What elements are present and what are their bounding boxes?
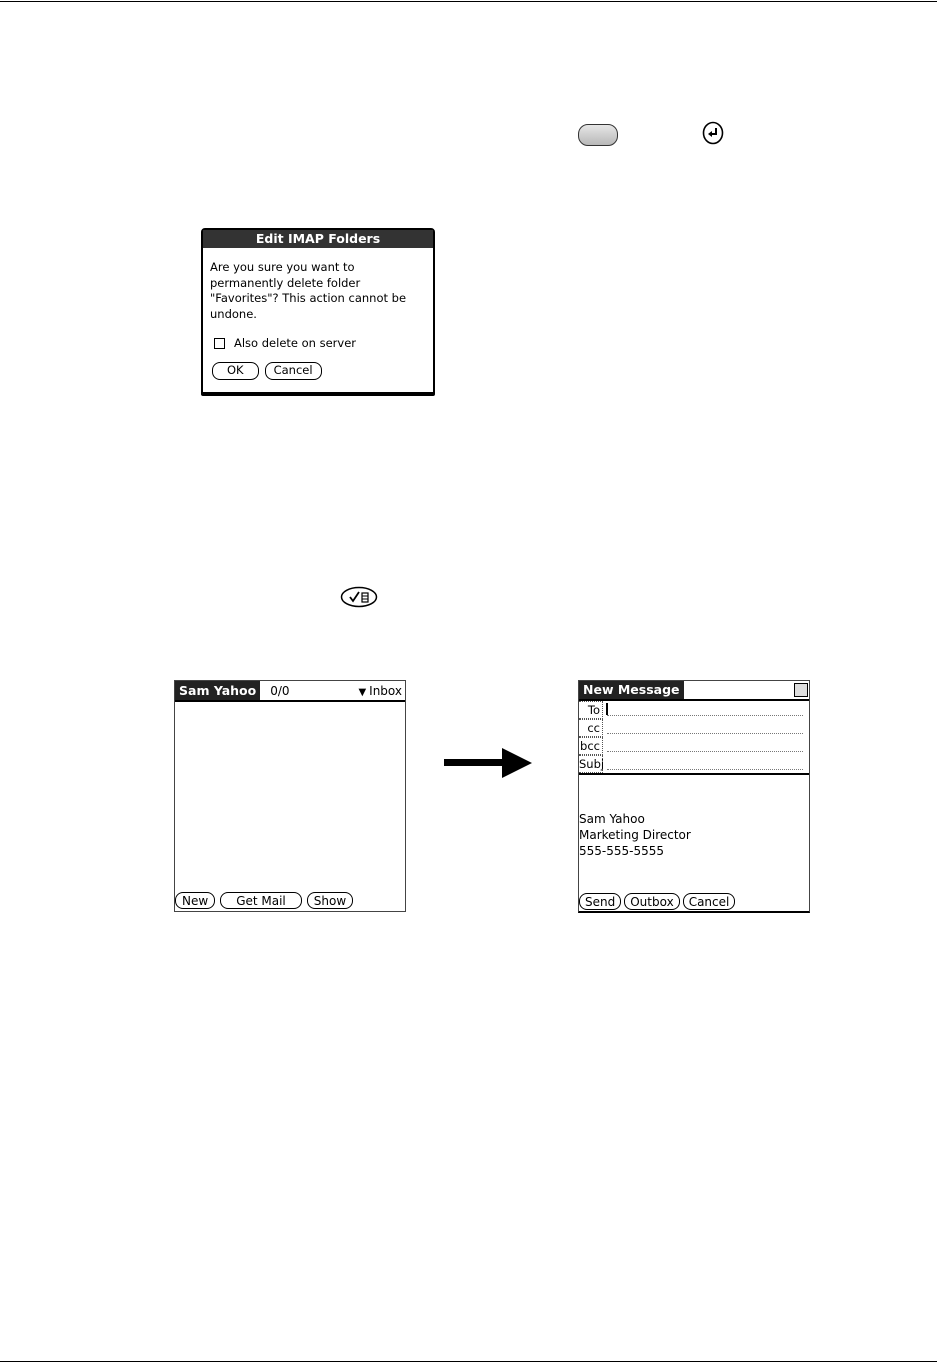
- ok-button[interactable]: OK: [212, 362, 259, 380]
- signature-line: Marketing Director: [579, 828, 691, 842]
- cc-label[interactable]: cc: [579, 719, 603, 737]
- delete-on-server-label: Also delete on server: [234, 336, 357, 350]
- signature-line: 555-555-5555: [579, 844, 665, 858]
- new-message-title: New Message: [579, 681, 684, 699]
- to-label[interactable]: To: [579, 701, 603, 719]
- cc-row[interactable]: [579, 719, 809, 737]
- top-rule: [0, 1, 937, 2]
- subject-label[interactable]: Subj: [579, 757, 605, 771]
- bcc-label[interactable]: bcc: [579, 737, 603, 755]
- inbox-screen: [174, 680, 406, 912]
- new-message-screen: [578, 680, 810, 913]
- bcc-field[interactable]: [607, 737, 803, 752]
- to-row[interactable]: [579, 701, 809, 719]
- bcc-row[interactable]: [579, 737, 809, 755]
- folder-picker[interactable]: [358, 684, 402, 698]
- message-body[interactable]: [579, 775, 809, 859]
- account-title: Sam Yahoo: [175, 681, 260, 700]
- bottom-rule: [0, 1361, 937, 1362]
- outbox-button[interactable]: Outbox: [624, 893, 679, 910]
- check-mail-icon: [340, 586, 378, 608]
- show-button[interactable]: Show: [307, 892, 353, 909]
- enter-icon: [702, 121, 724, 145]
- dialog-title: Edit IMAP Folders: [203, 230, 433, 248]
- hardware-button-icon: [578, 124, 618, 146]
- details-icon[interactable]: [794, 683, 808, 697]
- new-message-header: [579, 681, 809, 701]
- delete-folder-dialog: [201, 228, 435, 394]
- to-field[interactable]: [607, 701, 803, 716]
- send-button[interactable]: Send: [579, 893, 621, 910]
- new-button[interactable]: New: [175, 892, 215, 909]
- subject-row[interactable]: [579, 755, 809, 773]
- text-cursor: [606, 703, 608, 715]
- signature-line: Sam Yahoo: [579, 812, 645, 826]
- delete-on-server-checkbox[interactable]: [214, 338, 225, 349]
- dialog-message-line: Are you sure you want to: [210, 260, 355, 274]
- cc-field[interactable]: [607, 719, 803, 734]
- inbox-header: [175, 681, 405, 702]
- cancel-button[interactable]: Cancel: [265, 362, 322, 380]
- subject-field[interactable]: [607, 755, 803, 770]
- dropdown-triangle-icon: ▼: [358, 686, 367, 698]
- get-mail-button[interactable]: Get Mail: [220, 892, 302, 909]
- dialog-message-line: undone.: [210, 306, 257, 321]
- message-count: 0/0: [270, 683, 290, 698]
- right-arrow-icon: [444, 746, 532, 780]
- dialog-message-line: permanently delete folder: [210, 275, 361, 290]
- dialog-message-line: "Favorites"? This action cannot be: [210, 291, 407, 305]
- delete-on-server-option[interactable]: [210, 336, 425, 352]
- cancel-message-button[interactable]: Cancel: [683, 893, 736, 910]
- folder-label: Inbox: [369, 683, 402, 698]
